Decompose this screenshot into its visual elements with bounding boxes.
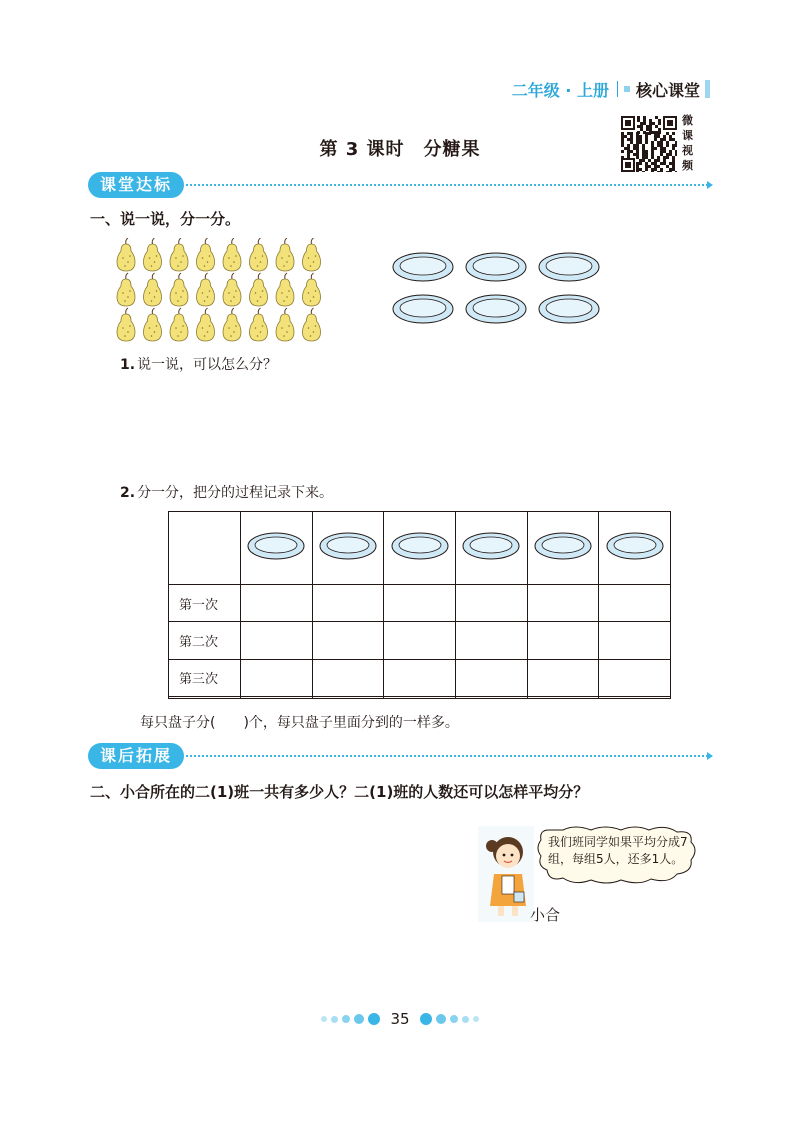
answer-cell[interactable] (241, 585, 313, 622)
subquestion-2-number: 2. (120, 485, 136, 501)
pear-icon (197, 308, 215, 341)
answer-cell[interactable] (455, 659, 527, 696)
subquestion-2 (120, 482, 333, 502)
pear-icon (170, 238, 188, 271)
plate-icon (393, 295, 453, 323)
pear-icon (276, 308, 294, 341)
answer-cell[interactable] (599, 659, 671, 696)
plate-icon (607, 533, 663, 559)
pear-icon (117, 273, 135, 306)
plate-icon (393, 253, 453, 281)
row-label: 第三次 (169, 659, 241, 696)
row-label (169, 697, 241, 699)
footer-dot (462, 1016, 469, 1023)
plate-icon (533, 531, 593, 561)
plate-icon (248, 533, 304, 559)
answer-cell[interactable] (455, 585, 527, 622)
answer-cell[interactable] (384, 585, 456, 622)
record-table (168, 511, 671, 699)
pear-icon (250, 273, 268, 306)
girl-name: 小合 (530, 906, 561, 924)
answer-cell[interactable] (455, 622, 527, 659)
pear-icon (117, 238, 135, 271)
page-footer (0, 1010, 800, 1028)
table-plate-cell (599, 512, 671, 585)
answer-cell[interactable] (312, 585, 384, 622)
page-number: 35 (390, 1010, 410, 1028)
page-header (512, 78, 710, 100)
plate-icon (320, 533, 376, 559)
footer-dot (321, 1016, 327, 1022)
row-label: 第二次 (169, 622, 241, 659)
plate-icon (463, 533, 519, 559)
book-label: 核心课堂 (635, 80, 700, 100)
answer-cell[interactable] (241, 659, 313, 696)
subquestion-1-number: 1. (120, 357, 136, 373)
table-row (169, 585, 671, 622)
plate-icon (246, 531, 306, 561)
pear-icon (223, 238, 241, 271)
plate-icon (539, 295, 599, 323)
pear-icon (276, 238, 294, 271)
qr-label: 微课视频 (682, 114, 693, 172)
table-row (169, 622, 671, 659)
plates-illustration (390, 250, 606, 330)
answer-cell[interactable] (384, 697, 456, 699)
subquestion-2-text: 分一分，把分的过程记录下来。 (137, 485, 334, 501)
subquestion-1 (120, 354, 277, 374)
pear-icon (144, 273, 162, 306)
section-divider (186, 184, 708, 186)
answer-cell[interactable] (241, 622, 313, 659)
table-header-row (169, 512, 671, 585)
answer-cell[interactable] (599, 622, 671, 659)
footer-dot (368, 1013, 380, 1025)
section-badge-homework: 课后拓展 (88, 743, 184, 769)
footer-dot (436, 1014, 446, 1024)
table-plate-cell (241, 512, 313, 585)
section-badge-classwork: 课堂达标 (88, 172, 184, 198)
row-label: 第一次 (169, 585, 241, 622)
header-dot (624, 86, 630, 92)
page-title: 第 3 课时 分糖果 (319, 139, 481, 160)
pear-icon (144, 238, 162, 271)
arrow-icon (707, 181, 713, 189)
footer-dot (420, 1013, 432, 1025)
plate-icon (318, 531, 378, 561)
pear-icon (197, 273, 215, 306)
answer-cell[interactable] (599, 697, 671, 699)
footer-dot (354, 1014, 364, 1024)
pear-icon (250, 308, 268, 341)
pear-icon (223, 273, 241, 306)
subquestion-1-text: 说一说，可以怎么分？ (137, 357, 278, 373)
pear-icon (170, 273, 188, 306)
answer-cell[interactable] (312, 622, 384, 659)
header-bar (705, 80, 710, 98)
answer-cell[interactable] (312, 697, 384, 699)
pear-icon (223, 308, 241, 341)
fill-in-sentence[interactable]: 每只盘子分( )个，每只盘子里面分到的一样多。 (140, 715, 459, 731)
pear-icon (170, 308, 188, 341)
section-divider (186, 755, 708, 757)
pear-icon (250, 238, 268, 271)
pear-icon (276, 273, 294, 306)
answer-cell[interactable] (384, 659, 456, 696)
pear-icon (303, 273, 321, 306)
table-plate-cell (384, 512, 456, 585)
plate-icon (390, 531, 450, 561)
pear-icon (144, 308, 162, 341)
answer-cell[interactable] (241, 697, 313, 699)
footer-dot (473, 1016, 479, 1022)
answer-cell[interactable] (527, 622, 599, 659)
plate-icon (605, 531, 665, 561)
girl-illustration (478, 826, 534, 922)
answer-cell[interactable] (527, 659, 599, 696)
plate-icon (466, 253, 526, 281)
pear-icon (117, 308, 135, 341)
plate-icon (535, 533, 591, 559)
footer-dot (331, 1016, 338, 1023)
plate-icon (461, 531, 521, 561)
plate-icon (539, 253, 599, 281)
question-1: 一、说一说，分一分。 (90, 210, 241, 228)
pear-icon (303, 238, 321, 271)
table-row (169, 697, 671, 699)
pears-illustration (112, 238, 328, 344)
answer-cell[interactable] (527, 697, 599, 699)
answer-cell[interactable] (312, 659, 384, 696)
footer-dot (450, 1015, 458, 1023)
grade-label: 二年级 · 上册 (511, 80, 609, 100)
pear-icon (303, 308, 321, 341)
table-corner-cell (169, 512, 241, 585)
table-row (169, 659, 671, 696)
header-divider (617, 81, 618, 97)
table-plate-cell (312, 512, 384, 585)
pear-icon (197, 238, 215, 271)
answer-cell[interactable] (527, 585, 599, 622)
answer-cell[interactable] (455, 697, 527, 699)
question-2: 二、小合所在的二(1)班一共有多少人？二(1)班的人数还可以怎样平均分？ (90, 783, 589, 801)
plate-icon (392, 533, 448, 559)
table-plate-cell (527, 512, 599, 585)
plate-icon (466, 295, 526, 323)
arrow-icon (707, 752, 713, 760)
footer-dot (342, 1015, 350, 1023)
answer-cell[interactable] (384, 622, 456, 659)
speech-text: 我们班同学如果平均分成7组，每组5人，还多1人。 (548, 835, 688, 866)
table-plate-cell (455, 512, 527, 585)
answer-cell[interactable] (599, 585, 671, 622)
